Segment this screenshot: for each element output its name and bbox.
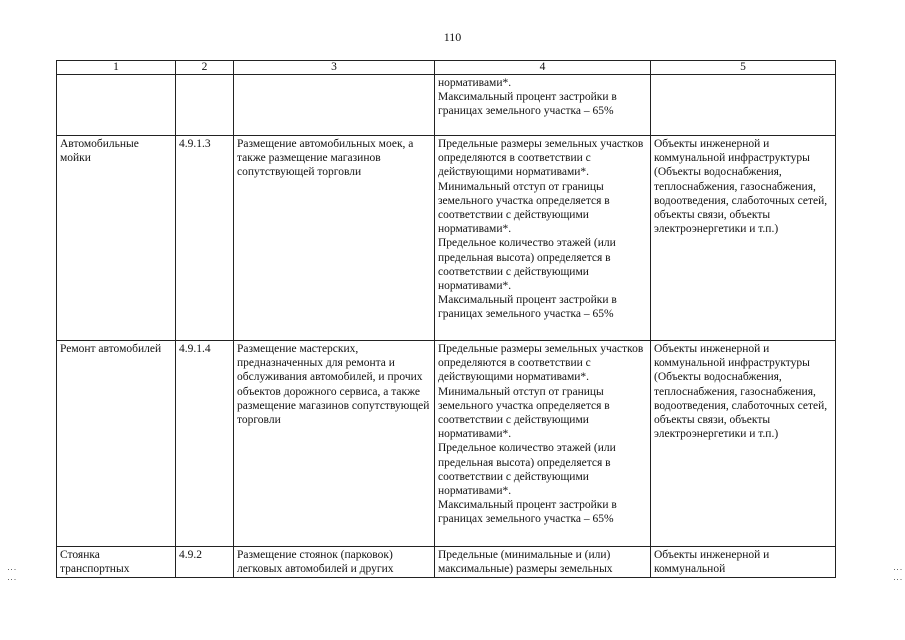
use-description-cell: Размещение мастерских, предназначенных для ремонта и обслуживания автомобилей, и прочих объектов дорожного сервиса, а также размещение магазинов сопутствующей торговли: [234, 341, 435, 547]
parameter-text: Минимальный отступ от границы земельного участка определяется в соответствии с действующими нормативами*.: [438, 385, 610, 441]
use-description-cell: [234, 547, 435, 578]
parameter-text: Максимальный процент застройки в границах земельного участка – 65%: [438, 91, 617, 118]
column-header: 1: [57, 61, 176, 75]
page-number: 110: [443, 30, 462, 44]
regulations-table: [56, 60, 836, 578]
use-code-cell: 4.9.1.3: [176, 136, 234, 341]
use-code-cell: 4.9.1.4: [176, 341, 234, 547]
parameter-text: Предельное количество этажей (или предельная высота) определяется в соответствии с действующими нормативами*.: [438, 237, 616, 293]
parameter-text: Максимальный процент застройки в границах земельного участка – 65%: [438, 294, 617, 321]
use-description-cell: [234, 75, 435, 136]
table-header-row: [57, 61, 836, 75]
use-description-cell: Размещение автомобильных моек, а также размещение магазинов сопутствующей торговли: [234, 136, 435, 341]
parameter-text: нормативами*.: [438, 77, 512, 89]
auxiliary-objects-cell: [651, 75, 836, 136]
column-header: 4: [435, 61, 651, 75]
table-row: [57, 75, 836, 136]
parameters-cell: [435, 547, 651, 578]
column-header: 2: [176, 61, 234, 75]
cell-text: 4.9.2: [179, 549, 202, 561]
parameter-text: Максимальный процент застройки в границах земельного участка – 65%: [438, 499, 617, 526]
column-header: 5: [651, 61, 836, 75]
use-code-cell: [176, 75, 234, 136]
auxiliary-objects-cell: Объекты инженерной и коммунальной инфраструктуры (Объекты водоснабжения, теплоснабжения, газоснабжения, водоотведения, слаботочных сетей, объекты связи, объекты электроэнергетики и т.п.): [651, 136, 836, 341]
parameter-text: Предельное количество этажей (или предельная высота) определяется в соответствии с действующими нормативами*.: [438, 442, 616, 498]
parameters-cell: [435, 341, 651, 547]
use-code-cell: [176, 547, 234, 578]
parameters-cell: [435, 75, 651, 136]
use-name-cell: [57, 547, 176, 578]
cell-text: Стоянка транспортных: [60, 549, 130, 576]
table-row: [57, 341, 836, 547]
use-name-cell: Автомобильные мойки: [57, 136, 176, 341]
cell-text: Размещение стоянок (парковок) легковых автомобилей и других: [237, 549, 394, 576]
auxiliary-objects-cell: Объекты инженерной и коммунальной инфраструктуры (Объекты водоснабжения, теплоснабжения, газоснабжения, водоотведения, слаботочных сетей, объекты связи, объекты электроэнергетики и т.п.): [651, 341, 836, 547]
table-row: [57, 136, 836, 341]
use-name-cell: Ремонт автомобилей: [57, 341, 176, 547]
left-margin-mark: ⋮⋮: [7, 565, 17, 585]
use-name-cell: [57, 75, 176, 136]
parameter-text: Предельные размеры земельных участков определяются в соответствии с действующими нормативами*.: [438, 343, 644, 384]
parameter-text: Минимальный отступ от границы земельного участка определяется в соответствии с действующими нормативами*.: [438, 180, 610, 236]
column-header: 3: [234, 61, 435, 75]
parameters-cell: [435, 136, 651, 341]
parameter-text: Предельные размеры земельных участков определяются в соответствии с действующими нормативами*.: [438, 138, 644, 179]
parameter-text: Предельные (минимальные и (или) максимальные) размеры земельных: [438, 549, 613, 576]
right-margin-mark: ⋮⋮: [893, 565, 903, 585]
cell-text: Объекты инженерной и коммунальной: [654, 549, 770, 576]
table-row: [57, 547, 836, 578]
auxiliary-objects-cell: [651, 547, 836, 578]
